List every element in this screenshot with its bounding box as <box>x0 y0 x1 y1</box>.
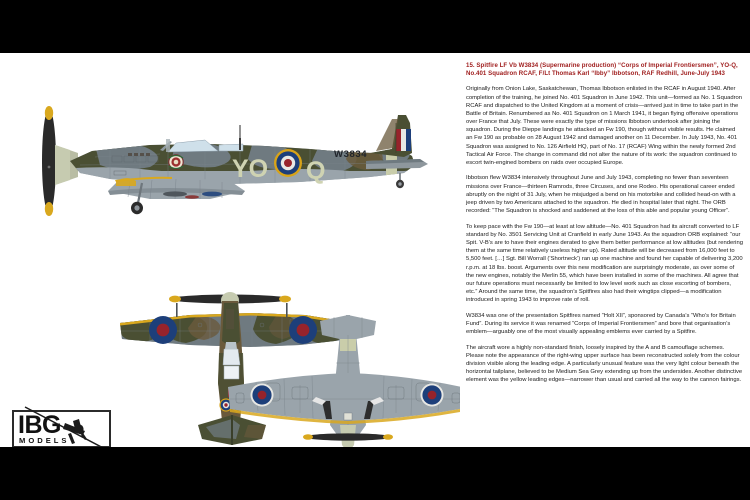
wing-roundel-top-right <box>289 316 317 344</box>
fin-flash <box>396 129 411 151</box>
frontiersmen-emblem <box>169 155 183 169</box>
logo-airplane-icon <box>9 403 121 447</box>
code-letters-yo: YO <box>232 155 269 183</box>
wing-roundel-under-right <box>421 384 444 407</box>
logo-subtitle-text: MODELS <box>19 436 70 445</box>
aircraft-profile-artwork <box>0 53 460 447</box>
propeller-side <box>42 106 56 216</box>
ibg-models-logo <box>9 403 121 447</box>
tail-wheel <box>396 173 404 188</box>
instruction-sheet <box>0 53 750 447</box>
wing-roundel-under-left <box>251 384 274 407</box>
description-column <box>466 62 743 392</box>
fuselage-roundel <box>274 149 302 177</box>
profile-heading: 15. Spitfire LF Vb W3834 (Supermarine production) “Corps of Imperial Frontiersmen”, YO-Q, No.401 Squadron RCAF, F/Lt Thomas Karl “Ibby” Ibbotson, RAF Redhill, June-July 1943 <box>466 62 738 78</box>
code-letter-q: Q <box>306 157 326 185</box>
wing-roundel-top-left <box>149 316 177 344</box>
serial-w3834: W3834 <box>334 149 368 160</box>
description-paragraph: To keep pace with the Fw 190—at least at low altitude—No. 401 Squadron had its aircraft converted to LF standard by No. 3501 Servicing Unit at Cranfield in early June 1943. As the squadron ORB explained: “our Spit. V-B’s are to have their engines derated to give them better performance at low altitudes (but rendering them at the same time relatively useless higher up). Rated altitude will be decreased from 16,000 feet to 5,500 feet. […] Sgt. Bill Worrall (‘Shortneck’) ran up one machine and found her capable of delivering 3,200 r.p.m. at 18 lbs. boost. Arguments over this new modification are surprisingly moderate, as over some of the new engines, notably the Merlin 55, which have been installed in some of the machines. All agree that our future operations must necessarily be limited to low level work such as close escorting of bombers, etc.” Around the same time, the squadron’s Spitfires also had their wingtips clipped—a modification introduced in spring 1943 to improve rate of roll. <box>466 223 743 304</box>
logo-brand-text: IBG <box>18 411 61 439</box>
description-paragraph: Originally from Onion Lake, Saskatchewan, Thomas Ibbotson enlisted in the RCAF in August 1940. After completion of the training, he joined No. 401 Squadron in June 1942. This unit—formed as No. 1 Squadron RCAF and dispatched to the United Kingdom at a moment of crisis—arrived just in time to take part in the Battle of Britain. Renumbered as No. 401 Squadron on 1 March 1941, it began flying offensive operations over France that July. These were exactly the type of missions Ibbotson undertook after joining the squadron. During the Dieppe landings he attacked an Fw 190, though without visible results. He claimed an Fw 190 as probable on 28 August 1942 and damaged another on 11 December. In July 1943, No. 401 Squadron was assigned to No. 126 Airfield HQ, part of No. 17 (RCAF) Wing within the newly formed 2nd Tactical Air Force. The change in command did not alter the nature of its work: the squadron continued to escort twin-engined bombers on raids over occupied Europe. <box>466 86 743 166</box>
description-paragraph: Ibbotson flew W3834 intensively throughout June and July 1943, completing no fewer than seventeen missions over France—thirteen Ramrods, three Circuses, and one Rodeo. His operational career ended abruptly on the night of 31 July, when he misjudged a bend on his motorbike and collided head-on with a jeep driven by two Americans attached to the squadron. He died in hospital later that night. The ORB recorded: “The Squadron is shocked and saddened at the loss of this able and popular young Officer”. <box>466 175 736 215</box>
description-paragraph: W3834 was one of the presentation Spitfires named “Holt XII”, sponsored by Canada’s “Who’s for Britain Fund”. During its service it was renamed “Corps of Imperial Frontiersmen” and bore that organisation’s emblem—arguably one of the most visually appealing emblems ever carried by a Spitfire. <box>466 312 736 336</box>
side-profile-view <box>42 106 428 216</box>
description-paragraph: The aircraft wore a highly non-standard finish, loosely inspired by the A and B camouflage schemes. Please note the appearance of the right-wing upper surface has been reconstructed solely from the colour division visible along the leading edge. A particularly unusual feature was the very light colour beneath the horizontal tailplane, believed to be Medium Sea Grey extending up from the undersides. Another distinctive element was the yellow leading edges—narrower than usual and carried all the way to the cannon fairings. <box>466 344 743 384</box>
